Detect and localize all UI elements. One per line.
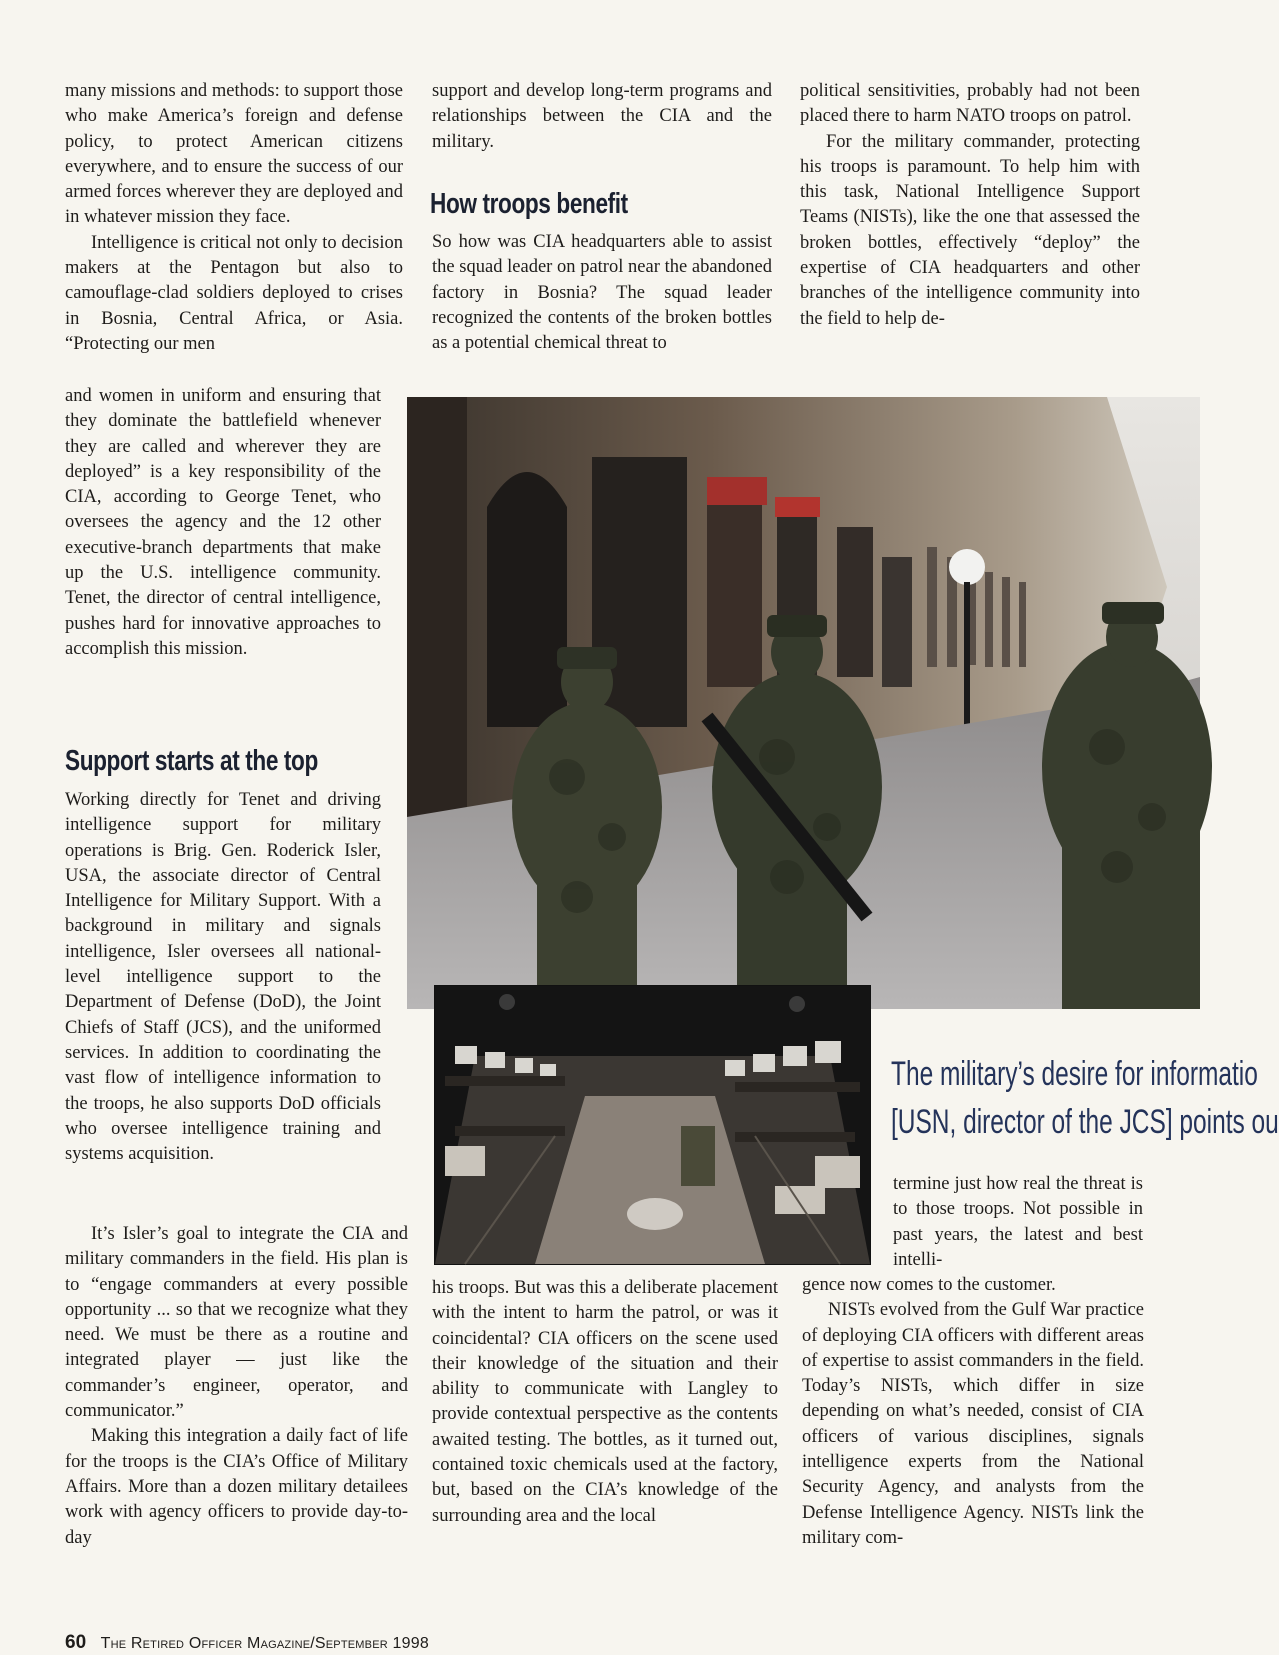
paragraph: Making this integration a daily fact of life for the troops is the CIA’s Office of Military Affairs. More than a dozen military detailees work with agency officers to provide day-to-day [65, 1426, 408, 1548]
paragraph: So how was CIA headquarters able to assist the squad leader on patrol near the abandoned factory in Bosnia? The squad leader recognized the contents of the broken bottles as a potential chemical threat to [432, 232, 772, 354]
column-3-bottom [802, 1273, 1144, 1551]
paragraph: It’s Isler’s goal to integrate the CIA and military commanders in the field. His plan is to “engage commanders at every possible opportunity ... so that we recognize what they need. We must be there as a routine and integrated player — just like the commander’s engineer, operator, and communicator.” [65, 1224, 408, 1422]
paragraph: termine just how real the threat is to those troops. Not possible in past years, the latest and best intelli- [893, 1174, 1143, 1270]
magazine-title: The Retired Officer Magazine/September 1998 [100, 1635, 429, 1652]
page-footer [65, 1632, 429, 1654]
street-patrol-photo [407, 397, 1200, 1009]
paragraph: Intelligence is critical not only to decision makers at the Pentagon but also to camouflage-clad soldiers deployed to crises in Bosnia, Central Africa, or Asia. “Protecting our men [65, 232, 403, 354]
paragraph: political sensitivities, probably had not been placed there to harm NATO troops on patrol. [800, 81, 1140, 127]
paragraph: Working directly for Tenet and driving intelligence support for military operations is Brig. Gen. Roderick Isler, USA, the associate director of Central Intelligence for Military Support. With a background in military and signals intelligence, Isler oversees all national-level intelligence support to the Department of Defense (DoD), the Joint Chiefs of Staff (JCS), and the uniformed services. In addition to coordinating the vast flow of intelligence information to the troops, he also supports DoD officials who oversee intelligence training and systems acquisition. [65, 790, 381, 1165]
page-number: 60 [65, 1632, 87, 1653]
section-heading: How troops benefit [430, 188, 628, 220]
column-3-top [800, 79, 1140, 332]
paragraph: For the military commander, protecting his troops is paramount. To help him with this task, National Intelligence Support Teams (NISTs), like the one that assessed the broken bottles, effectively “deploy” the expertise of CIA headquarters and other branches of the intelligence community into the field to help de- [800, 131, 1140, 329]
column-2-top [432, 79, 772, 155]
paragraph: his troops. But was this a deliberate placement with the intent to harm the patrol, or was it coincidental? CIA officers on the scene used their knowledge of the situation and their ability to communicate with Langley to provide contextual perspective as the contents awaited testing. The bottles, as it turned out, contained toxic chemicals used at the factory, but, based on the CIA’s knowledge of the surrounding area and the local [432, 1278, 778, 1526]
column-2-mid [432, 230, 772, 356]
paragraph: support and develop long-term programs and relationships between the CIA and the military. [432, 81, 772, 152]
paragraph: NISTs evolved from the Gulf War practice of deploying CIA officers with different areas of expertise to assist commanders in the field. Today’s NISTs, which differ in size depending on what’s needed, consist of CIA officers of various disciplines, signals intelligence experts from the National Security Agency, and analysts from the Defense Intelligence Agency. NISTs link the military com- [802, 1300, 1144, 1548]
column-2-bottom [432, 1276, 778, 1529]
column-1-bottom [65, 788, 381, 1167]
pull-quote-line: [USN, director of the JCS] points ou [891, 1103, 1279, 1141]
section-heading: Support starts at the top [65, 745, 318, 777]
column-1-end [65, 1222, 408, 1551]
column-3-wrap [893, 1172, 1143, 1273]
command-center-photo [434, 985, 871, 1265]
pull-quote-line: The military’s desire for informatio [891, 1055, 1258, 1093]
column-1-wrap [65, 384, 381, 662]
paragraph: many missions and methods: to support those who make America’s foreign and defense policy, to protect American citizens everywhere, and to ensure the success of our armed forces wherever they are deployed and in whatever mission they face. [65, 81, 403, 228]
paragraph: and women in uniform and ensuring that they dominate the battlefield whenever they are called and wherever they are deployed” is a key responsibility of the CIA, according to George Tenet, who oversees the agency and the 12 other executive-branch departments that make up the U.S. intelligence community. Tenet, the director of central intelligence, pushes hard for innovative approaches to accomplish this mission. [65, 386, 381, 659]
paragraph: gence now comes to the customer. [802, 1275, 1056, 1295]
pull-quote [891, 1050, 1279, 1146]
column-1-top [65, 79, 403, 357]
